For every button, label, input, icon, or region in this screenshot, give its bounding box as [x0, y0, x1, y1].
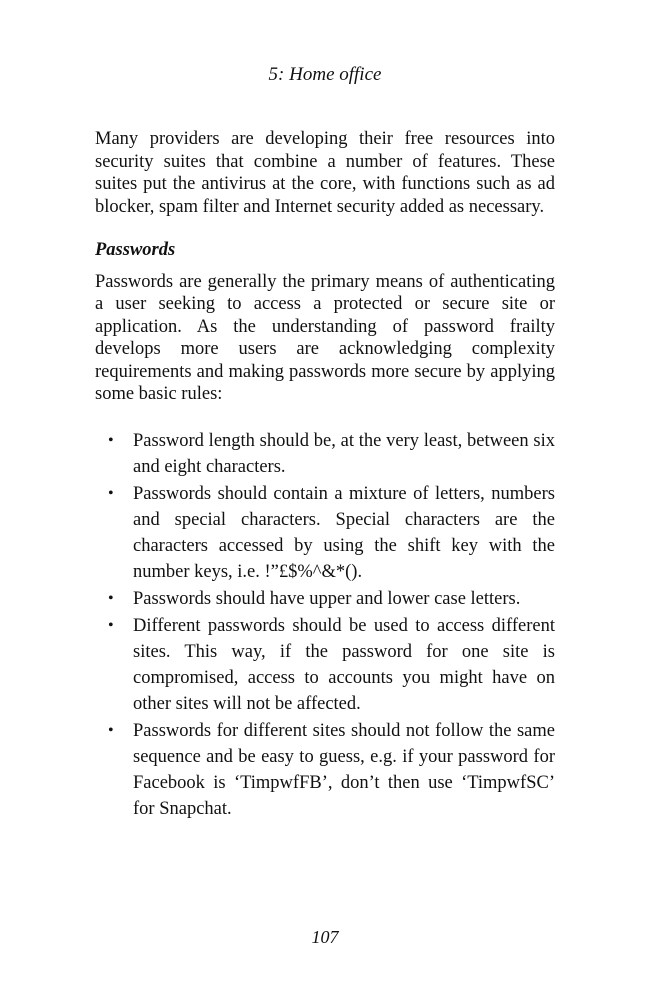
- list-item-text: Password length should be, at the very least, between six and eight characters.: [133, 430, 555, 477]
- page-number: 107: [311, 927, 339, 947]
- list-item: [95, 586, 555, 612]
- list-item-text: Passwords for different sites should not follow the same sequence and be easy to guess, e.g. if your password for Facebook is ‘TimpwfFB’, don’t then use ‘TimpwfSC’ for Snapchat.: [133, 720, 555, 819]
- list-item-text: Different passwords should be used to access different sites. This way, if the password for one site is compromised, access to accounts you might have on other sites will not be affected.: [133, 615, 555, 714]
- intro-paragraph: Many providers are developing their free resources into security suites that combine a number of features. These suites put the antivirus at the core, with functions such as ad blocker, spam filter and Internet security added as necessary.: [95, 129, 555, 217]
- page-content: [95, 128, 555, 823]
- list-item-text: Passwords should have upper and lower case letters.: [133, 588, 521, 609]
- list-item: [95, 481, 555, 585]
- rules-list: [95, 428, 555, 822]
- section-paragraph: Passwords are generally the primary means of authenticating a user seeking to access a protected or secure site or application. As the understanding of password frailty develops more users are acknowledging complexity requirements and making passwords more secure by applying some basic rules:: [95, 271, 555, 404]
- bullet-icon: •: [108, 589, 114, 607]
- running-header: 5: Home office: [268, 64, 382, 85]
- bullet-icon: •: [108, 431, 114, 449]
- bullet-icon: •: [108, 616, 114, 634]
- bullet-icon: •: [108, 721, 114, 739]
- bullet-icon: •: [108, 484, 114, 502]
- list-item: [95, 428, 555, 480]
- list-item: [95, 718, 555, 822]
- list-item: [95, 613, 555, 717]
- list-item-text: Passwords should contain a mixture of letters, numbers and special characters. Special characters are the characters accessed by using the shift key with the number keys, i.e. !”£$%^&*().: [133, 483, 555, 582]
- section-heading: Passwords: [95, 240, 176, 260]
